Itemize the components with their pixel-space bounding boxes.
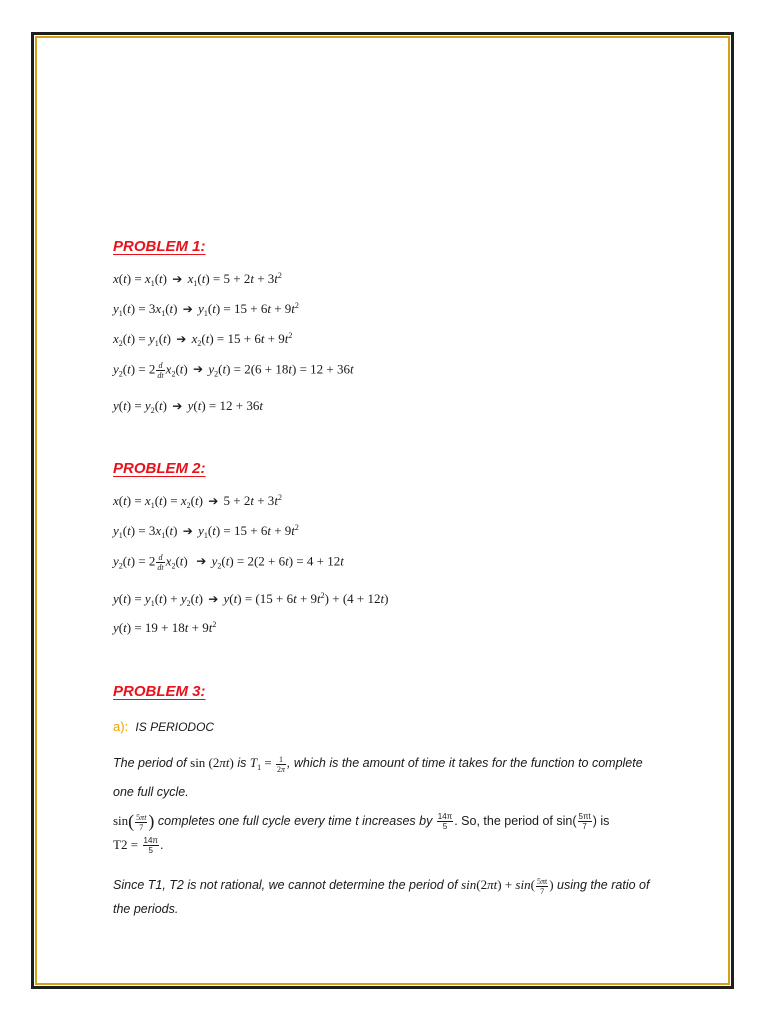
problem-2-line-4: $y(t) = y_1(t) + y_2(t)$ ➔ $y(t) = (15 + 6t + 9t^2) + (4 + 12t)$ [113, 591, 389, 608]
problem-2-line-5: $y(t) = 19 + 18t + 9t^2$ [113, 620, 217, 635]
part-a-label: a): [113, 719, 129, 734]
problem-1-line-1: $x(t) = x_1(t)$ ➔ $x_1(t) = 5 + 2t + 3t^2$ [113, 271, 282, 288]
part-a-title: IS PERIODOC [135, 720, 215, 734]
paragraph-period-sin-5pi: sin( $\frac{5\pi t}{7}$ ) completes one full cycle every time t increases by $\frac{14\pi}{5}$ . So, the period of sin( $\frac{5\pi t}{7}$ ) is T2 = $\frac{14\pi}{5}$ . [113, 811, 610, 856]
paragraph-period-sin-2pi: The period of sin (2πt) is $T_1$ = $\frac{1}{2\pi}$ , which is the amount of time it takes for the function to complete one full cycle. [113, 754, 643, 799]
problem-1-line-4: $y_2(t) = 2$ $\frac{d}{dt}$ $x_2(t)$ ➔ $y_2(t) = 2(6 + 18t) = 12 + 36t$ [113, 361, 354, 380]
part-a-heading [113, 719, 214, 734]
problem-1-line-3: $x_2(t) = y_1(t)$ ➔ $x_2(t) = 15 + 6t + 9t^2$ [113, 331, 293, 348]
problem-3-heading: PROBLEM 3: [113, 683, 206, 700]
problem-1-line-5: $y(t) = y_2(t)$ ➔ y(t) = 12 + 36t [113, 398, 263, 415]
problem-1-line-2: $y_1(t) = 3x_1(t)$ ➔ $y_1(t) = 15 + 6t + 9t^2$ [113, 301, 299, 318]
problem-2-heading: PROBLEM 2: [113, 460, 206, 477]
problem-2-line-1: $x(t) = x_1(t) = x_2(t)$ ➔ $5 + 2t + 3t^2$ [113, 493, 282, 510]
problem-2-line-3: $y_2(t) = 2$ $\frac{d}{dt}$ $x_2(t)$ ➔ $y_2(t) = 2(2 + 6t) = 4 + 12t$ [113, 553, 344, 572]
problem-2-line-2: $y_1(t) = 3x_1(t)$ ➔ $y_1(t) = 15 + 6t + 9t^2$ [113, 523, 299, 540]
problem-1-heading: PROBLEM 1: [113, 238, 206, 255]
paragraph-ratio-periods: Since T1, T2 is not rational, we cannot determine the period of sin(2πt) + sin( $\frac{5\pi t}{7}$ ) using the ratio of the periods. [113, 876, 650, 916]
t2-label: T2 = [113, 837, 139, 852]
